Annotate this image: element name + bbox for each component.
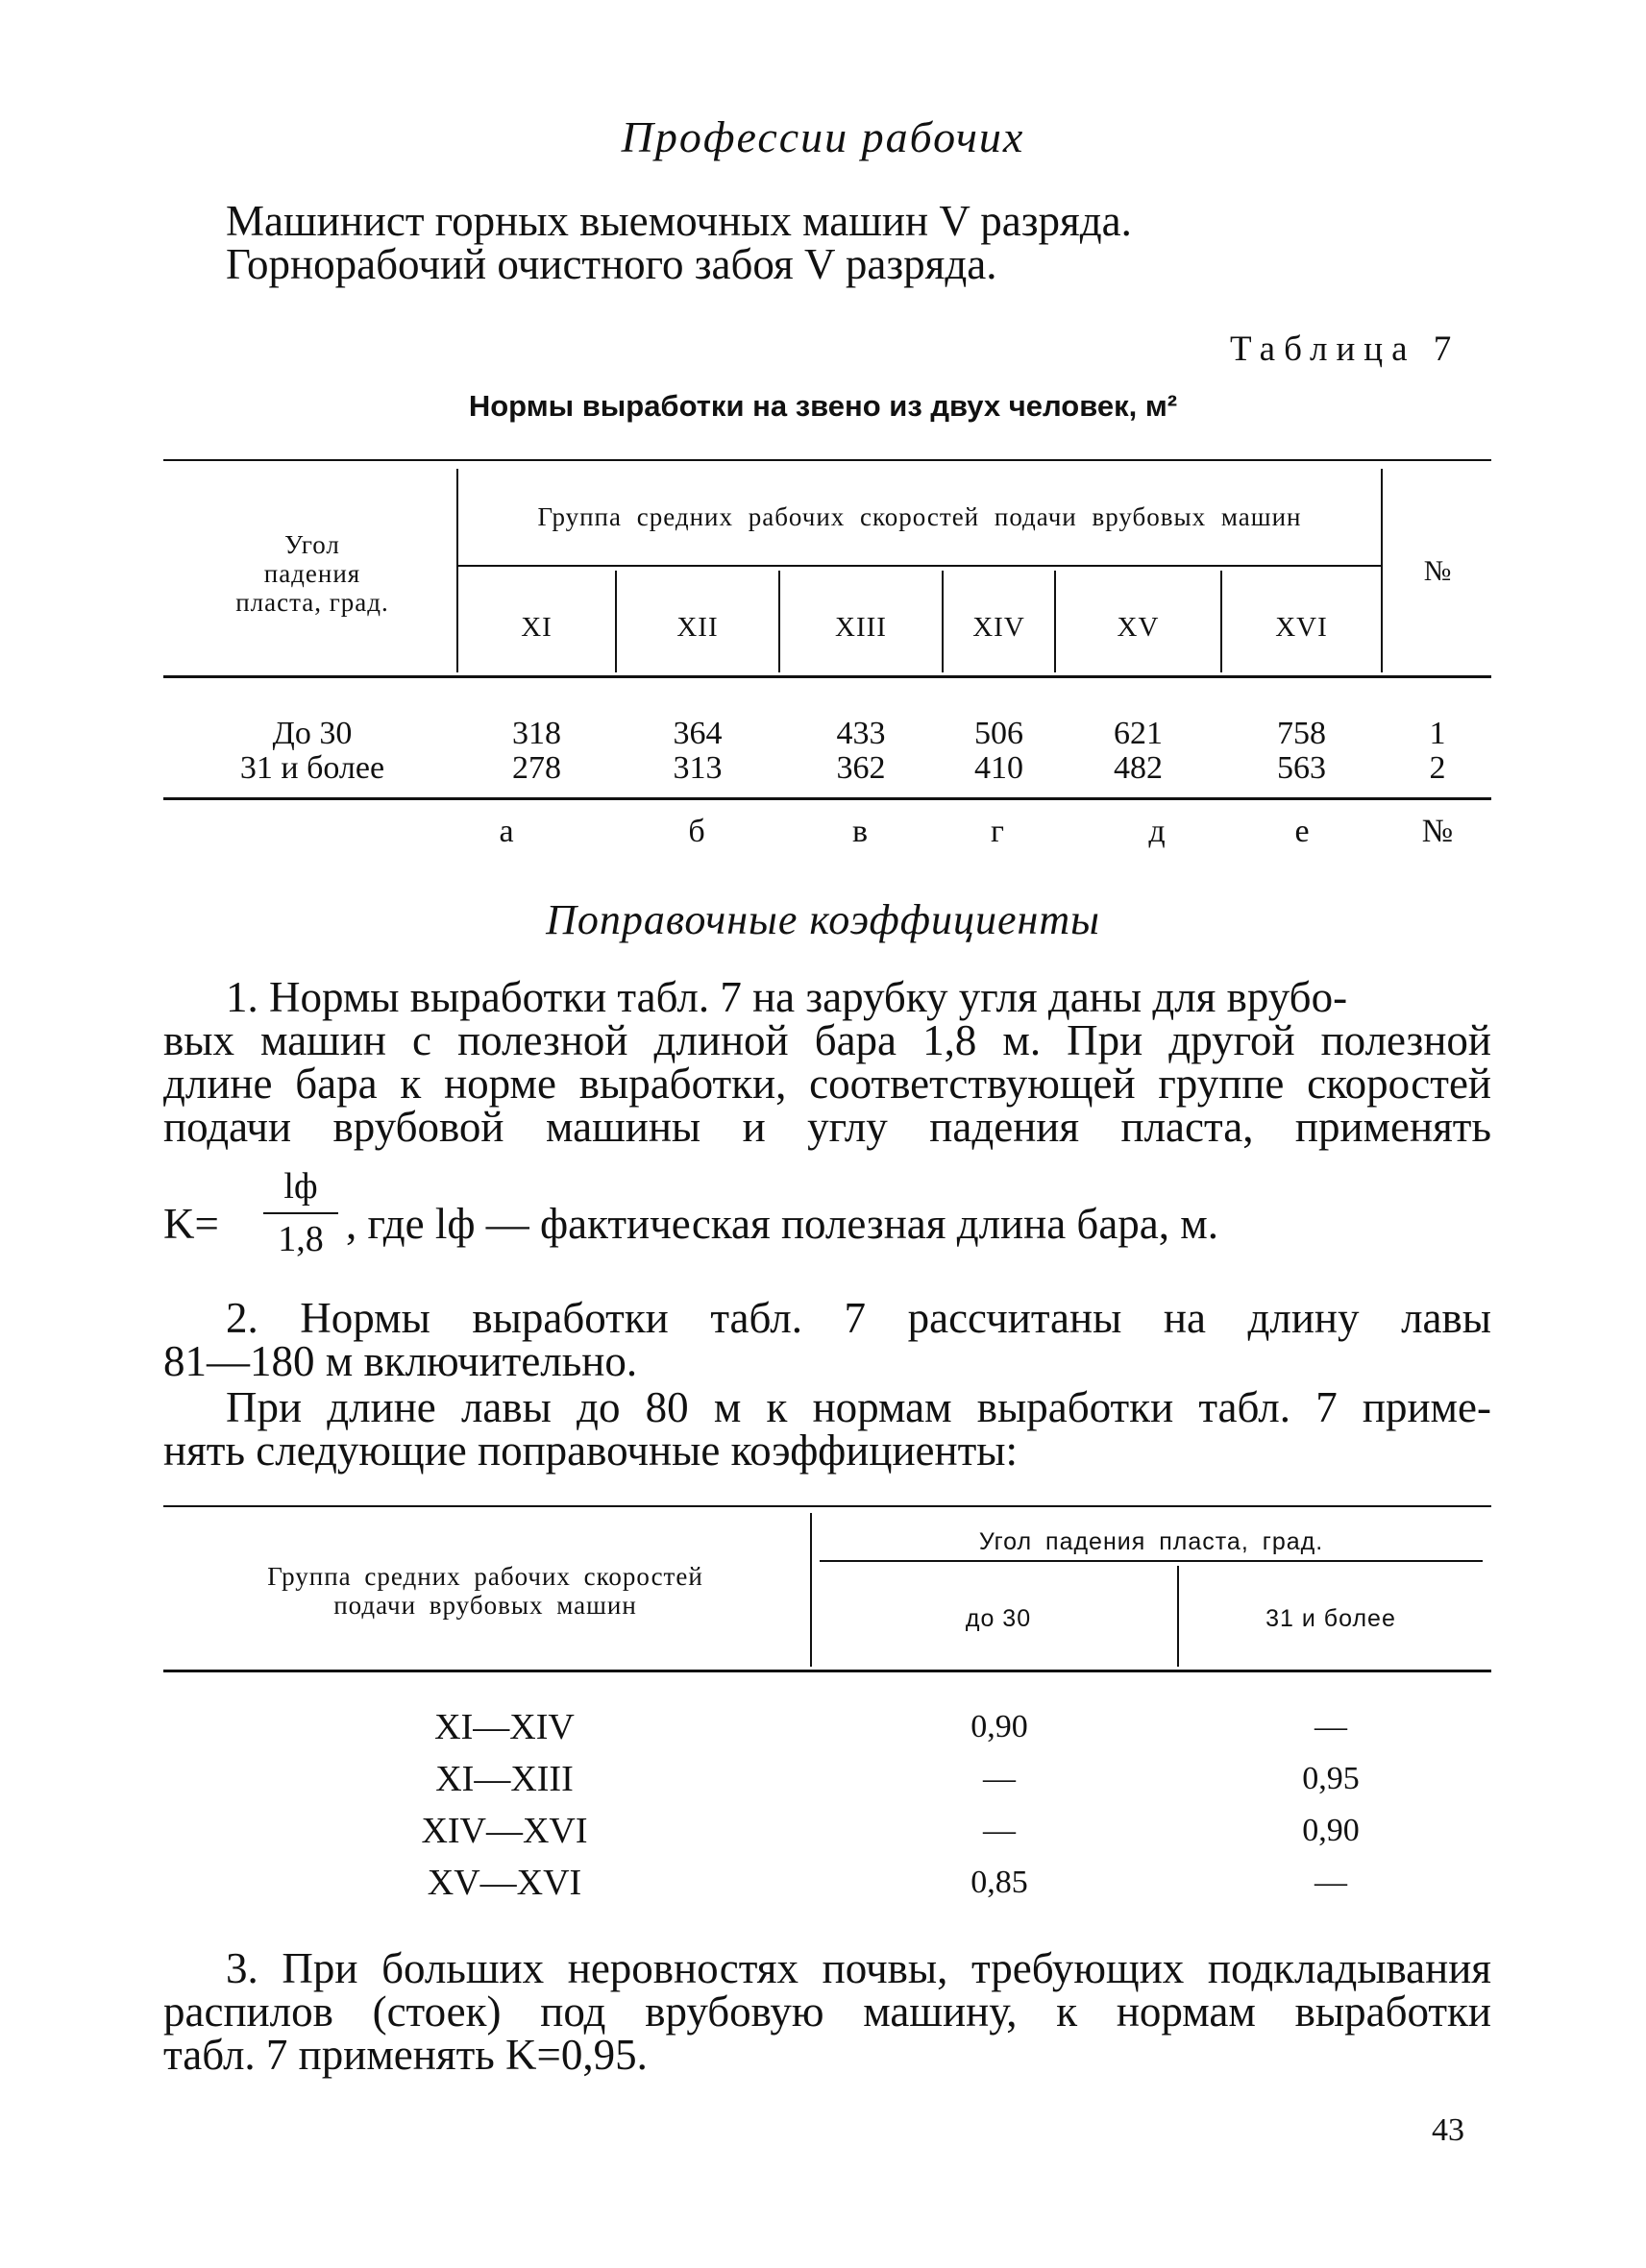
paragraph-line: распилов (стоек) под врубовую машину, к нормам выработки <box>163 1988 1491 2036</box>
column-letter: № <box>1421 814 1454 849</box>
table-rule <box>163 1505 1491 1507</box>
corrections-title: Поправочные коэффициенты <box>546 896 1100 943</box>
table-divider <box>810 1513 812 1667</box>
group-name: XVI <box>1275 612 1328 643</box>
column-letter: е <box>1294 814 1310 849</box>
group-cell: XIV—XVI <box>421 1811 588 1851</box>
value-cell: 758 <box>1277 716 1326 751</box>
section-title: Профессии рабочих <box>621 112 1025 161</box>
paragraph-line: подачи врубовой машины и углу падения пласта, применять <box>163 1103 1491 1151</box>
table-rule <box>820 1560 1483 1562</box>
table-divider <box>1381 469 1383 672</box>
value-cell: — <box>1314 1865 1347 1900</box>
formula-denominator: 1,8 <box>278 1219 324 1259</box>
table-divider <box>456 469 458 672</box>
value-cell: 433 <box>836 716 886 751</box>
table-label: Таблица 7 <box>1230 329 1461 369</box>
value-cell: 364 <box>673 716 723 751</box>
angle-cell: До 30 <box>272 716 353 751</box>
formula-lhs: K= <box>163 1200 219 1248</box>
number-header: № <box>1423 555 1452 587</box>
value-cell: 278 <box>512 750 561 786</box>
group-name: XV <box>1117 612 1160 643</box>
value-cell: 362 <box>836 750 886 786</box>
value-cell: 0,95 <box>1302 1761 1360 1796</box>
value-cell: — <box>1314 1709 1347 1744</box>
value-cell: 621 <box>1114 716 1163 751</box>
table-title: Нормы выработки на звено из двух человек, м² <box>468 389 1178 423</box>
table-rule <box>163 459 1491 461</box>
group-name: XII <box>676 612 719 643</box>
table-rule <box>458 565 1381 567</box>
group-header <box>163 1562 807 1620</box>
value-cell: 563 <box>1277 750 1326 786</box>
paragraph-line: 2. Нормы выработки табл. 7 рассчитаны на длину лавы <box>226 1294 1491 1342</box>
angle-header: Угол падения пласта, град. <box>978 1528 1324 1555</box>
paragraph-line: табл. 7 применять K=0,95. <box>163 2031 648 2079</box>
paragraph-line: длине бара к норме выработки, соответствующей группе скоростей <box>163 1060 1491 1108</box>
paragraph-line: 1. Нормы выработки табл. 7 на зарубку угля даны для врубо- <box>226 973 1348 1021</box>
column-letter: д <box>1148 814 1166 849</box>
value-cell: 318 <box>512 716 561 751</box>
column-letter: г <box>991 814 1004 849</box>
paragraph-line: При длине лавы до 80 м к нормам выработки табл. 7 приме- <box>226 1383 1491 1431</box>
paragraph-line: 81—180 м включительно. <box>163 1337 638 1385</box>
column-header: до 30 <box>965 1605 1032 1632</box>
group-cell: XI—XIII <box>435 1759 574 1799</box>
value-cell: 0,90 <box>970 1709 1028 1744</box>
value-cell: 482 <box>1114 750 1163 786</box>
row-header <box>173 530 452 617</box>
column-letter: а <box>499 814 514 849</box>
group-header: Группа средних рабочих скоростей подачи врубовых машин <box>537 502 1302 531</box>
page-number: 43 <box>1432 2112 1464 2148</box>
group-header-line: Группа средних рабочих скоростей <box>267 1562 703 1591</box>
group-cell: XI—XIV <box>434 1707 575 1747</box>
value-cell: 0,85 <box>970 1865 1028 1900</box>
row-number: 1 <box>1429 716 1446 751</box>
row-header-line: падения <box>263 559 361 588</box>
value-cell: — <box>983 1813 1016 1848</box>
value-cell: 313 <box>673 750 723 786</box>
profession-line: Горнорабочий очистного забоя V разряда. <box>226 240 997 288</box>
paragraph-line: нять следующие поправочные коэффициенты: <box>163 1427 1019 1475</box>
table-rule <box>163 797 1491 800</box>
paragraph-line: вых машин с полезной длиной бара 1,8 м. При другой полезной <box>163 1016 1491 1064</box>
value-cell: — <box>983 1761 1016 1796</box>
profession-line: Машинист горных выемочных машин V разряда. <box>226 197 1132 245</box>
row-number: 2 <box>1429 750 1446 786</box>
table-rule <box>163 675 1491 678</box>
table-rule <box>163 1670 1491 1672</box>
group-name: XIII <box>835 612 887 643</box>
column-header: 31 и более <box>1265 1605 1396 1632</box>
group-name: XI <box>521 612 553 643</box>
row-header-line: Угол <box>284 530 340 559</box>
paragraph-line: 3. При больших неровностях почвы, требующих подкладывания <box>226 1944 1491 1992</box>
group-header-line: подачи врубовых машин <box>333 1591 637 1620</box>
row-header-line: пласта, град. <box>235 588 389 617</box>
value-cell: 410 <box>974 750 1023 786</box>
group-name: XIV <box>972 612 1025 643</box>
value-cell: 0,90 <box>1302 1813 1360 1848</box>
column-letter: в <box>851 814 869 849</box>
angle-cell: 31 и более <box>239 750 385 786</box>
value-cell: 506 <box>974 716 1023 751</box>
fraction-bar <box>263 1212 338 1214</box>
group-cell: XV—XVI <box>427 1863 582 1903</box>
column-letter: б <box>688 814 705 849</box>
formula-numerator: lф <box>283 1166 318 1207</box>
formula-text: , где lф — фактическая полезная длина бара, м. <box>346 1200 1218 1248</box>
